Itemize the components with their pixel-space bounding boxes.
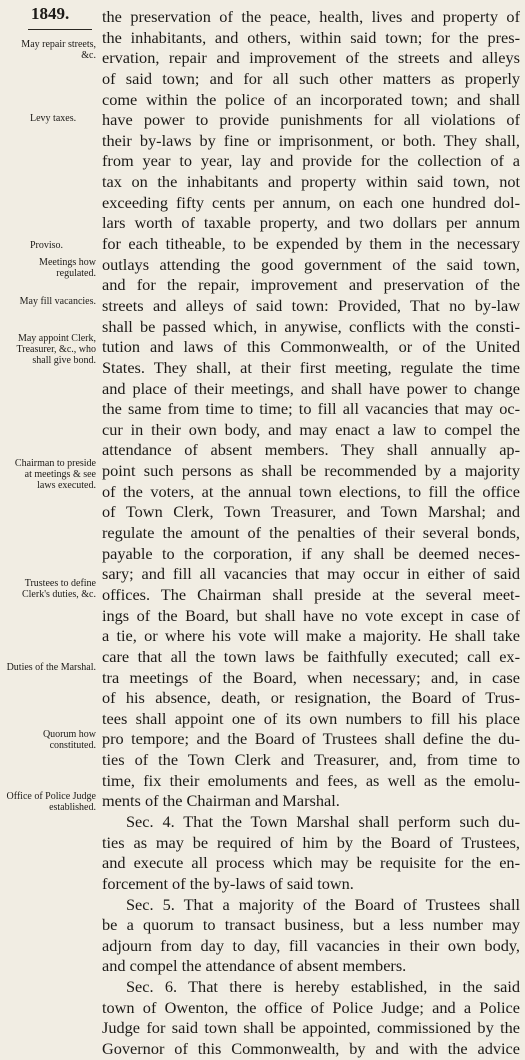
margin-note-police-judge: Office of Police Judge established.	[6, 791, 96, 813]
text-line: offices. The Chairman shall preside at the several meet-	[102, 584, 520, 604]
text-line: be a quorum to transact business, but a less number may	[102, 915, 520, 935]
text-line: town of Owenton, the office of Police Judge; and a Police	[102, 997, 520, 1017]
text-line: shall be passed which, in anywise, conflicts with the consti-	[102, 316, 520, 336]
bleed-through-mark	[20, 685, 94, 715]
text-line: and execute all process which may be requisite for the en-	[102, 853, 520, 873]
text-line: the preservation of the peace, health, lives and property of	[102, 7, 520, 26]
text-line: payable to the corporation, if any shall be deemed neces-	[102, 543, 520, 563]
text-line: and place of their meetings, and shall have power to change	[102, 378, 520, 398]
margin-note-chairman: Chairman to preside at meetings & see laws executed.	[14, 458, 96, 491]
text-line: the inhabitants, and others, within said town; for the pres-	[102, 27, 520, 47]
text-line: ings of the Board, but shall have no vote except in case of	[102, 605, 520, 625]
margin-note-marshal-duties: Duties of the Marshal.	[6, 662, 96, 673]
text-line: their by-laws by fine or imprisonment, or both. They shall,	[102, 130, 520, 150]
margin-note-appoint-clerk: May appoint Clerk, Treasurer, &c., who shall give bond.	[16, 333, 96, 366]
text-line: care that all the town laws be faithfully executed; call ex-	[102, 646, 520, 666]
section-5-line: Sec. 5. That a majority of the Board of Trustees shall	[126, 894, 520, 914]
text-line: Governor of this Commonwealth, by and with the advice	[102, 1039, 520, 1059]
section-6-line: Sec. 6. That there is hereby established, in the said	[126, 977, 520, 997]
text-line: for each titheable, to be expended by them in the necessary	[102, 234, 520, 254]
text-line: lars worth of taxable property, and two dollars per annum	[102, 213, 520, 233]
body-text	[102, 7, 520, 1060]
text-line: States. They shall, at their first meeting, regulate the time	[102, 357, 520, 377]
margin-note-quorum: Quorum how constituted.	[42, 729, 96, 751]
text-line: have power to provide punishments for all violations of	[102, 110, 520, 130]
text-line: of Town Clerk, Town Treasurer, and Town Marshal; and	[102, 502, 520, 522]
text-line: pro tempore; and the Board of Trustees shall define the du-	[102, 729, 520, 749]
text-line: of the voters, at the annual town elections, to fill the office	[102, 481, 520, 501]
text-line: exceeding fifty cents per annum, on each one hundred dol-	[102, 192, 520, 212]
text-line: streets and alleys of said town: Provided, That no by-law	[102, 295, 520, 315]
text-line: of said town; and for all such other matters as properly	[102, 68, 520, 88]
section-4-line: Sec. 4. That the Town Marshal shall perform such du-	[126, 811, 520, 831]
text-line: regulate the amount of the penalties of their several bonds,	[102, 523, 520, 543]
margin-note-repair-streets: May repair streets, &c.	[21, 39, 96, 61]
bleed-through-mark	[20, 382, 94, 412]
page-year: 1849.	[31, 4, 70, 23]
text-line: forcement of the by-laws of said town.	[102, 873, 354, 893]
text-line: a tie, or where his vote will make a majority. He shall take	[102, 626, 520, 646]
text-line: outlays attending the good government of the said town,	[102, 254, 520, 274]
text-line: ervation, repair and improvement of the streets and alleys	[102, 48, 520, 68]
text-line: cur in their own body, and may enact a law to compel the	[102, 419, 520, 439]
margin-note-levy-taxes: Levy taxes.	[30, 113, 77, 124]
text-line: tution and laws of this Commonwealth, or of the United	[102, 337, 520, 357]
text-line: Judge for said town shall be appointed, commissioned by the	[102, 1018, 520, 1038]
text-line: come within the police of an incorporated town; and shall	[102, 89, 520, 109]
margin-note-fill-vacancies: May fill vacancies.	[19, 296, 96, 307]
margin-note-proviso: Proviso.	[30, 240, 64, 251]
text-line: tra meetings of the Board, when necessary; and, in case	[102, 667, 520, 687]
text-line: tax on the inhabitants and property within said town, not	[102, 172, 520, 192]
text-line: the same from time to time; to fill all vacancies that may oc-	[102, 399, 520, 419]
text-line: tees shall appoint one of its own numbers to fill his place	[102, 708, 520, 728]
margin-note-trustees-define: Trustees to define Clerk's duties, &c.	[21, 578, 96, 600]
text-line: and for the repair, improvement and preservation of the	[102, 275, 520, 295]
text-line: point such persons as shall be recommended by a majority	[102, 461, 520, 481]
bleed-through-mark	[20, 540, 94, 570]
text-line: of his absence, death, or resignation, the Board of Trus-	[102, 688, 520, 708]
text-line: and compel the attendance of absent members.	[102, 956, 407, 976]
text-line: adjourn from day to day, fill vacancies in their own body,	[102, 935, 520, 955]
margin-notes	[0, 0, 96, 845]
text-line: attendance of absent members. They shall annually ap-	[102, 440, 520, 460]
text-line: time, fix their emoluments and fees, as well as the emolu-	[102, 770, 520, 790]
text-line: from year to year, lay and provide for the collection of a	[102, 151, 520, 171]
text-line: ties as may be required of him by the Board of Trustees,	[102, 832, 520, 852]
margin-note-meetings: Meetings how regulated.	[39, 257, 96, 279]
text-line: sary; and fill all vacancies that may occur in either of said	[102, 564, 520, 584]
text-line: ties of the Town Clerk and Treasurer, and, from time to	[102, 750, 520, 770]
text-line: ments of the Chairman and Marshal.	[102, 791, 340, 811]
